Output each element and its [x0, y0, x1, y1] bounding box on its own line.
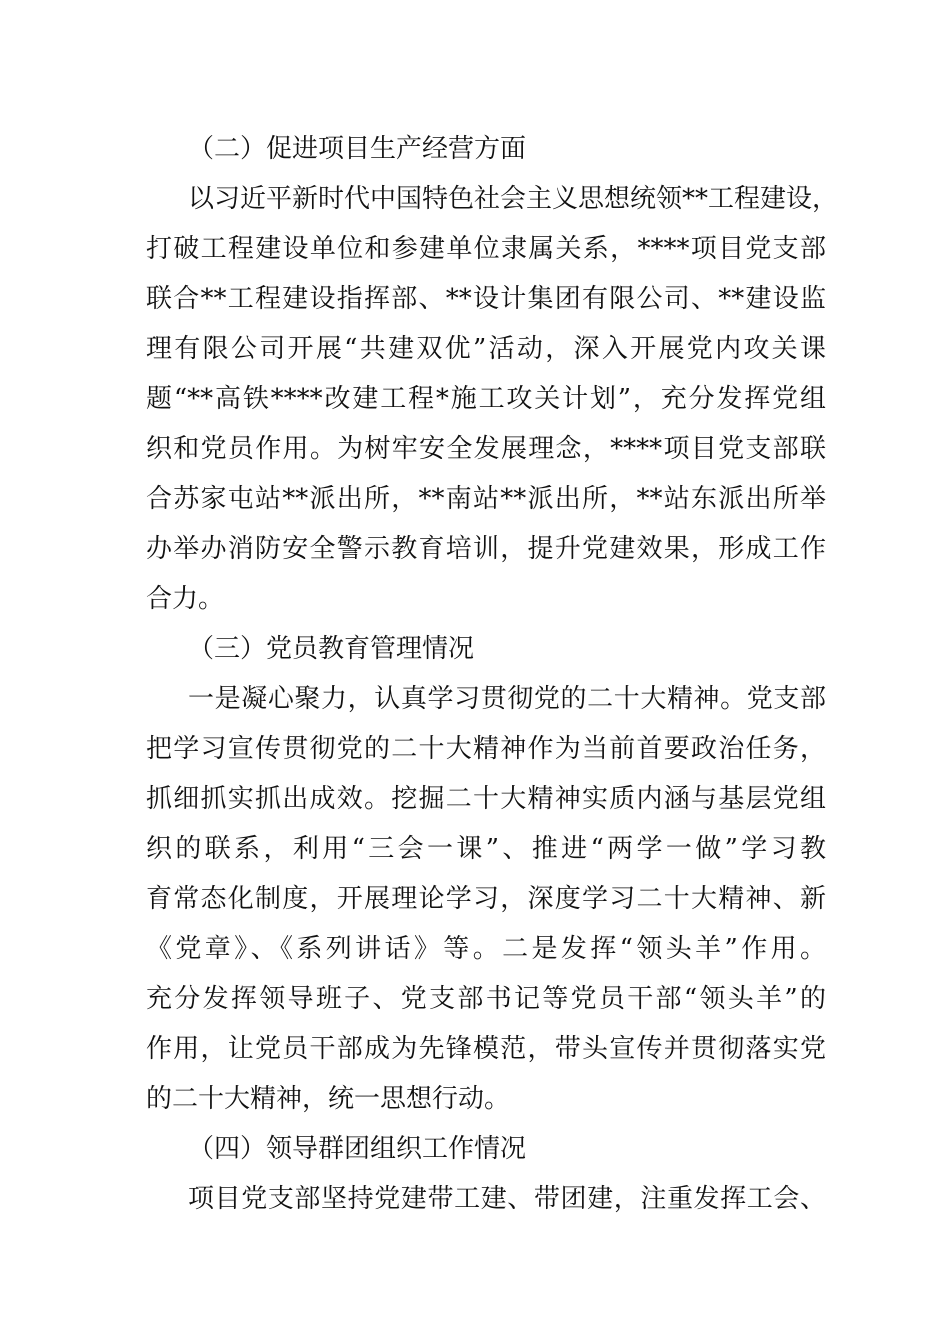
paragraph-line: 合苏家屯站**派出所，**南站**派出所，**站东派出所举 [146, 484, 826, 514]
section-heading-2: （二）促进项目生产经营方面 [188, 134, 527, 164]
section-heading-4: （四）领导群团组织工作情况 [188, 1134, 527, 1164]
paragraph-line: 抓细抓实抓出成效。挖掘二十大精神实质内涵与基层党组 [146, 784, 826, 814]
paragraph-line: 题“**高铁****改建工程*施工攻关计划”，充分发挥党组 [146, 384, 826, 414]
section-heading-3: （三）党员教育管理情况 [188, 634, 475, 664]
paragraph-line: 充分发挥领导班子、党支部书记等党员干部“领头羊”的 [146, 984, 826, 1014]
paragraph-line: 合力。 [146, 584, 225, 614]
paragraph-line: 办举办消防安全警示教育培训，提升党建效果，形成工作 [146, 534, 826, 564]
paragraph-line: 织的联系，利用“三会一课”、推进“两学一做”学习教 [146, 834, 826, 864]
paragraph-line: 育常态化制度，开展理论学习，深度学习二十大精神、新 [146, 884, 826, 914]
paragraph-line: 理有限公司开展“共建双优”活动，深入开展党内攻关课 [146, 334, 826, 364]
paragraph-line: 一是凝心聚力，认真学习贯彻党的二十大精神。党支部 [188, 684, 826, 714]
paragraph-line: 打破工程建设单位和参建单位隶属关系，****项目党支部 [146, 234, 826, 264]
paragraph-line: 联合**工程建设指挥部、**设计集团有限公司、**建设监 [146, 284, 826, 314]
paragraph-line: 项目党支部坚持党建带工建、带团建，注重发挥工会、 [188, 1184, 826, 1214]
paragraph-line: 以习近平新时代中国特色社会主义思想统领**工程建设， [188, 184, 839, 214]
paragraph-line: 的二十大精神，统一思想行动。 [146, 1084, 511, 1114]
paragraph-line: 作用，让党员干部成为先锋模范，带头宣传并贯彻落实党 [146, 1034, 826, 1064]
paragraph-line: 《党章》、《系列讲话》等。二是发挥“领头羊”作用。 [146, 934, 826, 964]
paragraph-line: 织和党员作用。为树牢安全发展理念，****项目党支部联 [146, 434, 826, 464]
document-body [146, 124, 839, 1224]
paragraph-line: 把学习宣传贯彻党的二十大精神作为当前首要政治任务， [146, 734, 826, 764]
